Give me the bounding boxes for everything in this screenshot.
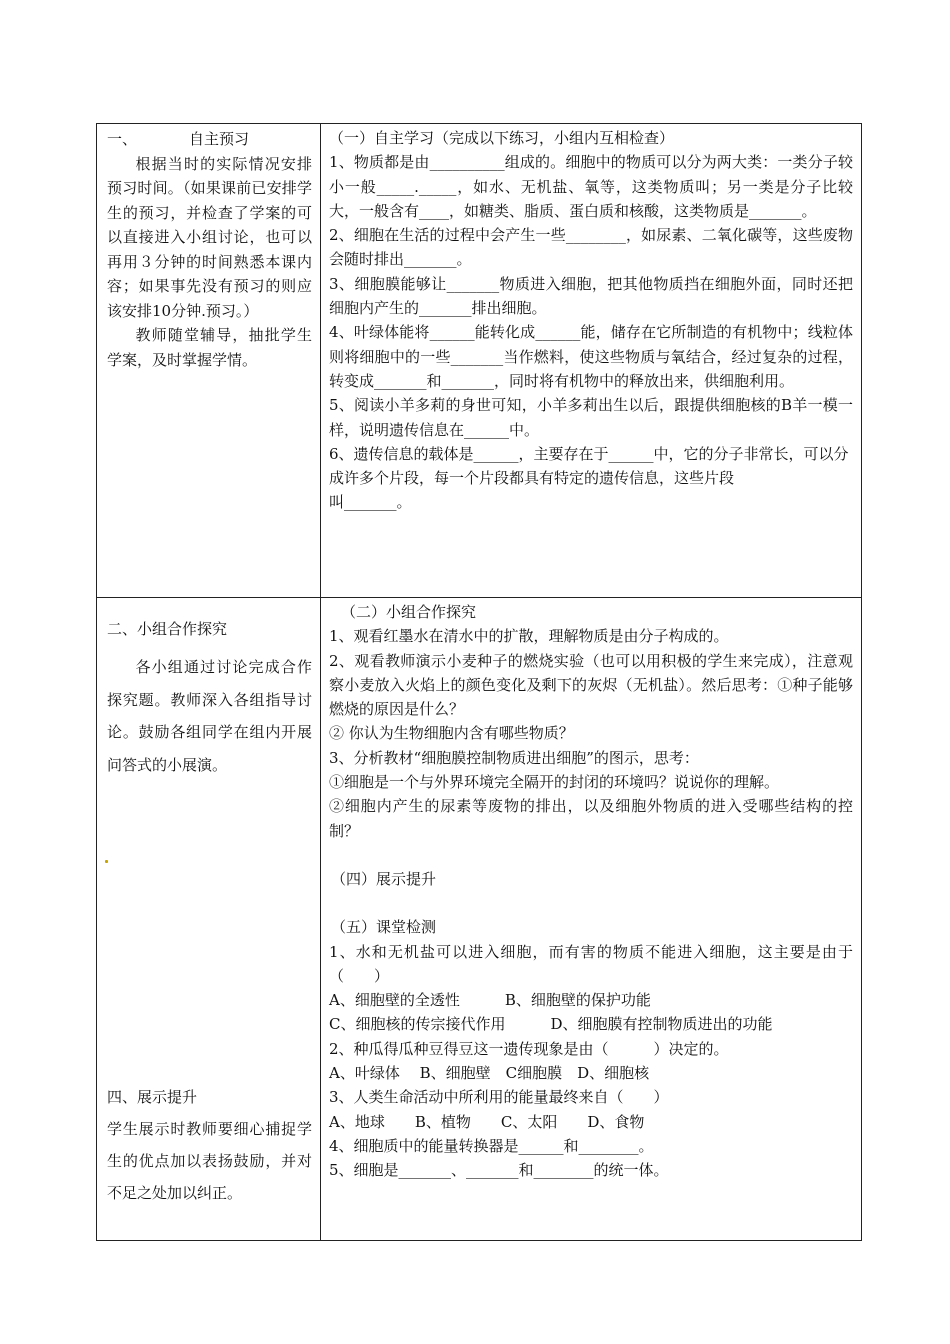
- preview-instructions: 根据当时的实际情况安排预习时间。（如果课前已安排学生的预习，并检查了学案的可以直接进入小组讨论，也可以再用３分钟的时间熟悉本课内容；如果事先没有预习的则应该安排10分钟.预习。）: [107, 154, 312, 320]
- question-5: 5、阅读小羊多莉的身世可知，小羊多莉出生以后，跟提供细胞核的B羊一模一样，说明遗传信息在______中。: [329, 396, 853, 439]
- presentation-title: （四）展示提升: [331, 869, 437, 888]
- section-heading-2: 二、小组合作探究: [107, 620, 228, 638]
- quiz-question-3: 3、人类生命活动中所利用的能量最终来自（ ）: [329, 1088, 669, 1107]
- question-1: 1、物质都是由__________组成的。细胞中的物质可以分为两大类：一类分子较小一般_____._____，如水、无机盐、氧等，这类物质叫；另一类是分子比较大，一般含有____，如糖类、脂质、蛋白质和核酸，这类物质是_______。: [329, 153, 853, 220]
- quiz-question-1-options-a-b: A、细胞壁的全透性 B、细胞壁的保护功能: [329, 991, 651, 1010]
- right-cell-inquiry: [321, 598, 862, 1241]
- quiz-question-1-options-c-d: C、细胞核的传宗接代作用 D、细胞膜有控制物质进出的功能: [329, 1015, 773, 1034]
- lesson-plan-table: [96, 123, 862, 1241]
- section-4-block: [107, 1081, 312, 1209]
- quiz-title: （五）课堂检测: [331, 918, 437, 937]
- left-cell-group-work: [97, 598, 321, 1241]
- question-6: 6、遗传信息的载体是______，主要存在于______中，它的分子非常长，可以分成许多个片段，每一个片段都具有特定的遗传信息，这些片段: [329, 444, 849, 488]
- lesson-plan-page: [96, 123, 861, 1240]
- section-heading-4: 四、展示提升: [107, 1088, 198, 1106]
- stray-mark: [105, 860, 108, 863]
- right-cell-self-study: [321, 124, 862, 598]
- quiz-question-4: 4、细胞质中的能量转换器是______和________。: [329, 1136, 654, 1155]
- table-row: [97, 124, 862, 598]
- question-6-end: 叫_______。: [329, 493, 412, 512]
- group-inquiry-title: （二）小组合作探究: [341, 603, 477, 621]
- question-2: 2、细胞在生活的过程中会产生一些________，如尿素、二氧化碳等，这些废物会随时排出_______。: [329, 226, 853, 269]
- quiz-question-5: 5、细胞是_______、_______和________的统一体。: [329, 1161, 669, 1180]
- question-3: 3、细胞膜能够让_______物质进入细胞，把其他物质挡在细胞外面，同时还把细胞内产生的_______排出细胞。: [329, 274, 853, 318]
- self-study-title: （一）自主学习（完成以下练习，小组内互相检查）: [329, 129, 675, 147]
- section-heading-1: 一、 自主预习: [107, 130, 250, 148]
- inquiry-item-3b: ②细胞内产生的尿素等废物的排出，以及细胞外物质的进入受哪些结构的控制？: [329, 797, 853, 840]
- teacher-guidance: 教师随堂辅导，抽批学生学案，及时掌握学情。: [107, 326, 312, 369]
- inquiry-item-3a: ①细胞是一个与外界环境完全隔开的封闭的环境吗？说说你的理解。: [329, 773, 780, 792]
- table-row: [97, 598, 862, 1241]
- group-work-instructions: 各小组通过讨论完成合作探究题。教师深入各组指导讨论。鼓励各组同学在组内开展问答式的小展演。: [107, 658, 312, 774]
- left-cell-preview: [97, 124, 321, 598]
- inquiry-item-3: 3、分析教材“细胞膜控制物质进出细胞”的图示，思考：: [329, 748, 699, 767]
- presentation-instructions: 学生展示时教师要细心捕捉学生的优点加以表扬鼓励，并对不足之处加以纠正。: [107, 1120, 312, 1202]
- inquiry-item-2b: ② 你认为生物细胞内含有哪些物质？: [329, 724, 574, 743]
- quiz-question-1: 1、水和无机盐可以进入细胞，而有害的物质不能进入细胞，这主要是由于（ ）: [329, 942, 853, 985]
- quiz-question-2: 2、种瓜得瓜种豆得豆这一遗传现象是由（ ）决定的。: [329, 1039, 729, 1058]
- quiz-question-2-options: A、叶绿体 B、细胞壁 C细胞膜 D、细胞核: [329, 1064, 650, 1083]
- inquiry-item-1: 1、观看红墨水在清水中的扩散，理解物质是由分子构成的。: [329, 627, 729, 646]
- inquiry-item-2: 2、观看教师演示小麦种子的燃烧实验（也可以用积极的学生来完成），注意观察小麦放入火焰上的颜色变化及剩下的灰烬（无机盐）。然后思考：①种子能够燃烧的原因是什么？: [329, 651, 853, 719]
- quiz-question-3-options: A、地球 B、植物 C、太阳 D、食物: [329, 1112, 645, 1131]
- question-4: 4、叶绿体能将______能转化成______能，储存在它所制造的有机物中；线粒体则将细胞中的一些_______当作燃料，使这些物质与氧结合，经过复杂的过程，转变成_______和_______，同时将有机物中的释放出来，供细胞利用。: [329, 323, 853, 390]
